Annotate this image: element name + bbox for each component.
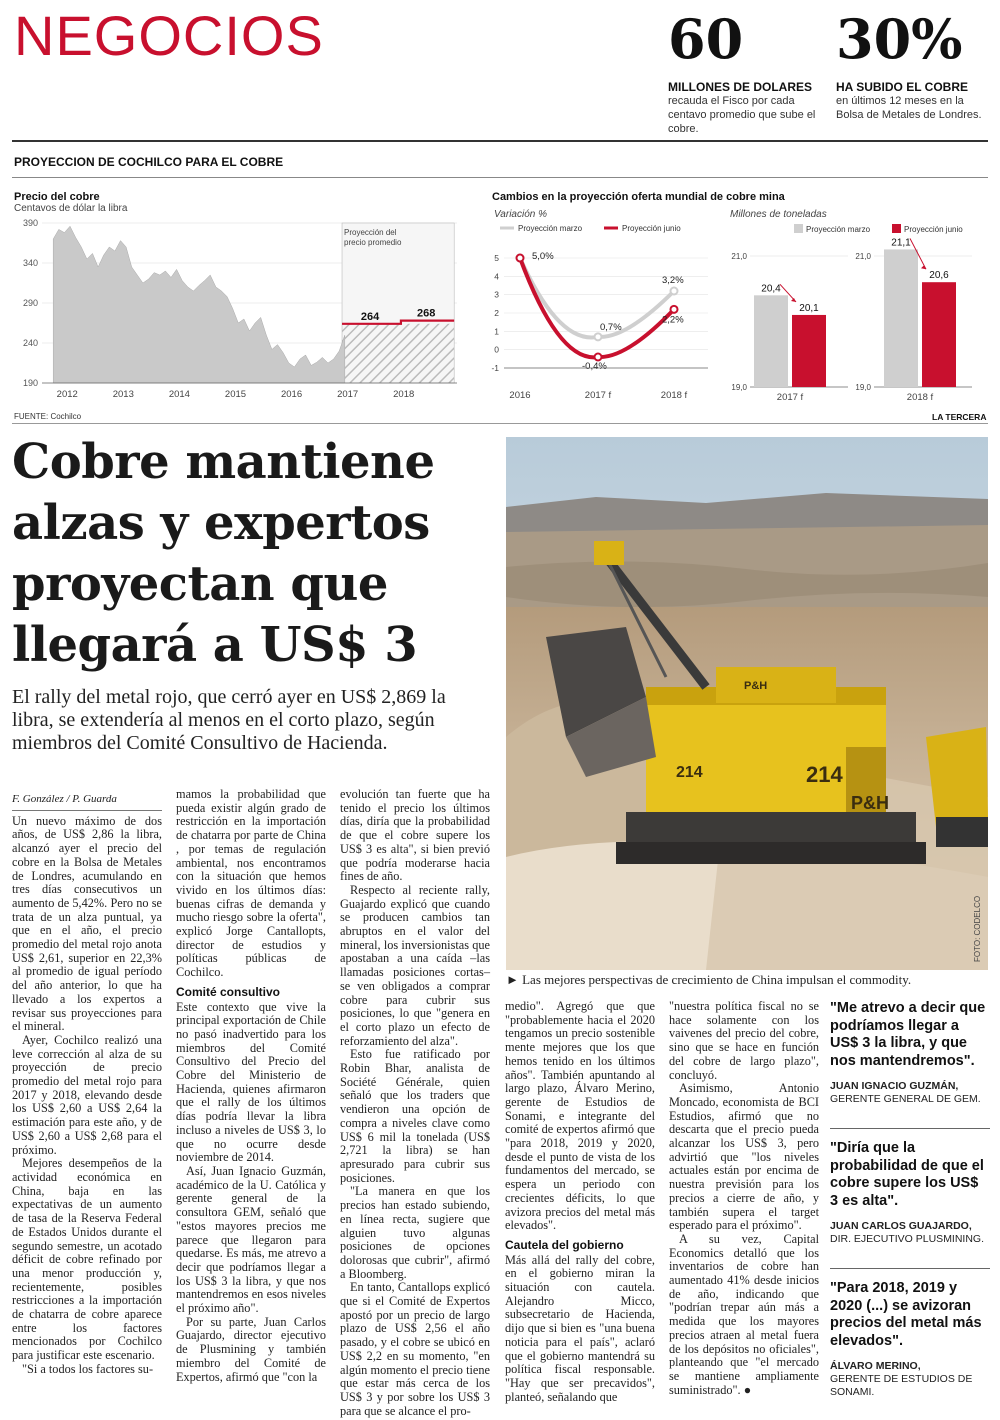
data-point: [671, 288, 678, 295]
y-tick-label: 19,0: [855, 383, 871, 392]
legend-label: Proyección junio: [904, 225, 963, 234]
infographic-bottom-rule: [12, 423, 988, 424]
article-column-1: [12, 793, 162, 1377]
supply-chart-title: Cambios en la proyección oferta mundial de cobre mina: [492, 191, 785, 203]
y-tick-label: 2: [494, 308, 499, 318]
x-tick-label: 2016: [509, 390, 531, 401]
paragraph: Ayer, Cochilco realizó una leve corrección al alza de su proyección de precio promedio del metal rojo para 2017 y 2018, elevando desde los US$ 2,60 a US$ 2,64 la estimación para este año, y de US$ 2,60 a US$ 2,68 para el próximo.: [12, 1032, 162, 1157]
source-note: FUENTE: Cochilco: [14, 412, 82, 421]
paragraph: Así, Juan Ignacio Guzmán, académico de la U. Católica y gerente general de la consultora GEM, señaló que "estos mayores precios me parece que llegaron para quedarse. Es más, me atrevo a decir que podríamos llegar a los US$ 3 la libra, y que nos mantendremos en esos niveles el próximo año".: [176, 1163, 326, 1316]
x-tick-label: 2018 f: [660, 390, 688, 401]
bar-value-label: 20,1: [799, 302, 819, 314]
projection-label-line: precio promedio: [344, 238, 402, 247]
paragraph: evolución tan fuerte que ha tenido el precio los últimos días, diría que la probabilidad de que el cobre supere los US$ 3 es alta", si bien previó que podría moderarse hacia fines de año.: [340, 787, 490, 884]
quote-name: JUAN CARLOS GUAJARDO,: [830, 1220, 972, 1232]
article-column-4: [505, 1000, 655, 1404]
credit: LA TERCERA: [932, 412, 987, 422]
bar-value-label: 20,4: [761, 283, 781, 295]
price-chart: [12, 215, 462, 405]
projection-value-label: 264: [360, 310, 380, 323]
data-label: -0,4%: [582, 361, 607, 372]
paragraph: Respecto al reciente rally, Guajardo explicó que cuando se producen cambios tan abruptos en el valor del mineral, los inversionistas que apostaban a una caída –las llamadas posiciones cortas– se ven obligados a comprar cobre para cubrir sus posiciones, lo que "genera en el corto plazo un efecto de reforzamiento del alza".: [340, 882, 490, 1048]
variation-chart-subtitle: Variación %: [494, 209, 547, 220]
paragraph: Mejores desempeños de la actividad económica en China, baja en las expectativas de un aumento de tasa de la Reserva Federal de Estados Unidos durante el segundo semestre, un acotado déficit de cobre refinado por una menor producción y, recientemente, posibles restricciones a la importación de chatarra de cobre aparece entre los factores mencionados por Cochilco para justificar este escenario.: [12, 1156, 162, 1363]
photo-label-brand: P&H: [851, 793, 890, 813]
mine-photo: [506, 437, 988, 970]
paragraph: Más allá del rally del cobre, en el gobierno miran la situación con cautela. Alejandro Micco, subsecretario de Hacienda, dijo que si bien es "una buena noticia para el país", aclaró que el gobierno mantendrá su política fiscal responsable. "Hay que ser precavidos", planteó, señalando que: [505, 1252, 655, 1404]
y-tick-label: 21,0: [855, 252, 871, 261]
paragraph: En tanto, Cantallops explicó que si el Comité de Expertos apostó por un precio de largo plazo de US$ 2,56 el año pasado, y el cobre se ubicó en US$ 2,2 en su momento, "en algún momento el precio tiene que estar más cerca de los US$ 3 y por sobre los US$ 3 para que se alcance el pro-: [340, 1280, 490, 1418]
paragraph: Asimismo, Antonio Moncado, economista de BCI Estudios, afirmó que no descarta que el precio pueda alcanzar los US$ 3, pero advirtió que "los niveles actuales están por encima de nuestra previsión para los precios a cierre de año, y también supera el target esperado para el próximo".: [669, 1081, 819, 1233]
article-column-2: [176, 788, 326, 1384]
y-tick-label: 19,0: [731, 383, 747, 392]
tonnes-chart-subtitle: Millones de toneladas: [730, 209, 827, 220]
infographic-title: PROYECCION DE COCHILCO PARA EL COBRE: [14, 155, 284, 169]
bar-value-label: 21,1: [891, 237, 911, 249]
y-tick-label: 4: [494, 271, 499, 282]
x-tick-label: 2014: [168, 389, 190, 400]
quote-name: JUAN IGNACIO GUZMÁN,: [830, 1080, 959, 1092]
legend-label: Proyección marzo: [518, 224, 583, 233]
series-marzo-line: [520, 258, 674, 338]
y-tick-label: -1: [491, 363, 499, 373]
projection-hatch: [342, 324, 454, 383]
quote-rule: [830, 1128, 990, 1129]
byline: F. González / P. Guarda: [12, 793, 162, 811]
bar-junio: [922, 282, 956, 387]
paragraph: mamos la probabilidad que pueda existir algún grado de restricción en la importación de chatarra por parte de China , por temas de regulación ambiental, nos encontramos con la situación que hemos vivido en los últimos días: buenas cifras de demanda y mucho riesgo sobre la oferta", explicó Jorge Cantallopts, director de estudios y políticas públicas de Cochilco.: [176, 787, 326, 980]
paragraph: Por su parte, Juan Carlos Guajardo, director ejecutivo de Plusmining y también miembro del Comité de Expertos, afirmó que "con la: [176, 1314, 326, 1384]
y-tick-label: 3: [494, 289, 499, 300]
subhead: Cautela del gobierno: [505, 1237, 624, 1252]
paragraph: "La manera en que los precios han estado subiendo, en línea recta, sugiere que alguien tuvo algunas posiciones de opciones dolorosas que cubrir", afirmó a Bloomberg.: [340, 1184, 490, 1281]
section-title: NEGOCIOS: [14, 4, 324, 67]
data-point: [595, 333, 602, 340]
x-tick-label: 2018: [393, 389, 415, 400]
quote-text: "Me atrevo a decir que podríamos llegar a US$ 3 la libra, y que nos mantendremos".: [830, 1000, 986, 1069]
y-tick-label: 21,0: [731, 252, 747, 261]
paragraph: Este contexto que vive la principal exportación de Chile no pasó inadvertido para los miembros del Comité Consultivo del Precio del Cobre del Ministerio de Hacienda, quienes afirmaron que el rally de los últimos días podría llevar la libra incluso a niveles de US$ 3, lo que no ocurre desde noviembre de 2014.: [176, 999, 326, 1165]
y-tick-label: 190: [22, 378, 38, 388]
y-tick-label: 240: [22, 338, 38, 348]
photo-label-number: 214: [676, 764, 703, 781]
header-rule: [12, 140, 988, 142]
variation-chart: [486, 220, 716, 405]
lead: El rally del metal rojo, que cerró ayer en US$ 2,869 la libra, se extendería al menos en el corto plazo, según miembros del Comité Consultivo de Hacienda.: [12, 686, 446, 754]
legend-label: Proyección junio: [622, 224, 681, 233]
bar-junio: [792, 315, 826, 387]
pull-quote-2: [830, 1140, 990, 1246]
stat-block-2: [836, 7, 986, 122]
price-area: [53, 226, 345, 383]
paragraph: "Si a todos los factores su-: [22, 1361, 154, 1376]
stat-block-1: [668, 7, 828, 136]
stat-label: HA SUBIDO EL COBRE: [836, 80, 969, 94]
quote-text: "Para 2018, 2019 y 2020 (...) se avizoran precios del metal más elevados".: [830, 1280, 982, 1349]
quote-author: [830, 1080, 990, 1106]
quote-name: ÁLVARO MERINO,: [830, 1360, 921, 1372]
x-tick-label: 2017: [337, 389, 359, 400]
x-tick-label: 2018 f: [906, 392, 934, 403]
article-column-5: [669, 1000, 819, 1397]
x-tick-label: 2016: [280, 389, 303, 400]
pull-quote-1: [830, 1000, 990, 1106]
paragraph: Esto fue ratificado por Robin Bhar, analista de Société Générale, quien señaló que los traders que vendieron una opción de compra a niveles clave como US$ 6 mil la tonelada (US$ 2,721 la libra) se han apresurado para cubrir sus posiciones.: [340, 1047, 490, 1185]
x-tick-label: 2015: [224, 389, 247, 400]
x-tick-label: 2017 f: [584, 390, 612, 401]
data-label: 5,0%: [532, 251, 554, 262]
stat-number: 60: [668, 7, 744, 71]
y-tick-label: 0: [494, 344, 499, 355]
paragraph: "nuestra política fiscal no se hace solamente con los vaivenes del precio del cobre, sino que se hace en función del cobre de largo plazo", concluyó.: [669, 999, 819, 1082]
headline: Cobre mantiene alzas y expertos proyectan que llegará a US$ 3: [12, 434, 435, 673]
x-tick-label: 2012: [56, 389, 78, 400]
stat-desc: recauda el Fisco por cada centavo promedio que sube el cobre.: [668, 95, 816, 135]
paragraph: medio". Agregó que que "probablemente hacia el 2020 tengamos un precio sostenible mente mejores que los que hemos tenido en los últimos años". También apuntando al largo plazo, Álvaro Merino, gerente de Estudios de Sonami, e integrante del comité de expertos afirmó que "para 2018, 2019 y 2020, desde el punto de vista de los fundamentos del mercado, se espera un periodo con crecientes déficits, lo que avizora precios del metal más elevados".: [505, 999, 655, 1233]
y-tick-label: 390: [22, 218, 38, 228]
y-tick-label: 5: [494, 253, 499, 263]
projection-label: [344, 228, 402, 247]
photo-label-brand-2: P&H: [744, 680, 768, 692]
quote-role: GERENTE DE ESTUDIOS DE SONAMI.: [830, 1373, 973, 1398]
tonnes-chart: [722, 220, 988, 405]
legend-swatch: [794, 224, 803, 233]
bar-marzo: [884, 249, 918, 387]
data-point: [517, 255, 524, 262]
projection-label-line: Proyección del: [344, 228, 397, 237]
legend-label: Proyección marzo: [806, 225, 871, 234]
data-point: [595, 354, 602, 361]
stat-desc: en últimos 12 meses en la Bolsa de Metales de Londres.: [836, 95, 982, 121]
x-tick-label: 2017 f: [776, 392, 804, 403]
quote-role: DIR. EJECUTIVO PLUSMINING.: [830, 1233, 985, 1245]
paragraph: Un nuevo máximo de dos años, de US$ 2,86 la libra, alcanzó ayer el precio del cobre en la Bolsa de Metales de Londres, acumulando en tres días consecutivos un aumento de 5,42%. Pero no se trata de un alza puntual, ya que en el año, el precio promedio del metal rojo anota US$ 2,61, superior en 22,3% al promedio de igual período del año anterior, lo que ha llevado a los expertos a revisar sus proyecciones para el mineral.: [12, 813, 162, 1034]
quote-role: GERENTE GENERAL DE GEM.: [830, 1093, 981, 1105]
legend-swatch: [892, 224, 901, 233]
y-tick-label: 340: [22, 258, 38, 268]
article-column-3: [340, 788, 490, 1418]
data-point: [671, 306, 678, 313]
quote-author: [830, 1360, 990, 1399]
y-tick-label: 1: [494, 326, 499, 337]
x-tick-label: 2013: [112, 389, 134, 400]
bar-value-label: 20,6: [929, 270, 949, 282]
photo-label-number-2: 214: [806, 762, 843, 787]
quote-rule: [830, 1268, 990, 1269]
series-junio-line: [520, 258, 674, 357]
quote-text: "Diría que la probabilidad de que el cobre supere los US$ 3 es alta".: [830, 1140, 984, 1209]
price-chart-subtitle: Centavos de dólar la libra: [14, 203, 128, 214]
quote-author: [830, 1220, 990, 1246]
projection-value-label: 268: [416, 307, 436, 320]
pull-quote-3: [830, 1280, 990, 1399]
infographic-rule: [12, 177, 988, 178]
paragraph: A su vez, Capital Economics detalló que los inventarios de cobre han aumentado 41% desde inicios de año, indicando que "podrían trepar aún más a medida que los mayores precios atraen al metal fuera de los depósitos no oficiales", planteando que "el mercado se mantiene ampliamente suministrado". ●: [669, 1231, 819, 1397]
bar-marzo: [754, 295, 788, 387]
change-arrowhead: [791, 298, 796, 302]
photo-credit: FOTO: CODELCO: [973, 895, 982, 962]
data-label: 2,2%: [662, 314, 684, 326]
subhead: Comité consultivo: [176, 984, 281, 999]
stat-label: MILLONES DE DOLARES: [668, 80, 813, 94]
y-tick-label: 290: [22, 298, 38, 308]
price-chart-title: Precio del cobre: [14, 191, 100, 203]
stat-number: 30%: [836, 7, 963, 71]
photo-caption: ► Las mejores perspectivas de crecimiento de China impulsan el commodity.: [506, 972, 912, 987]
data-label: 0,7%: [600, 321, 622, 333]
data-label: 3,2%: [662, 275, 684, 286]
